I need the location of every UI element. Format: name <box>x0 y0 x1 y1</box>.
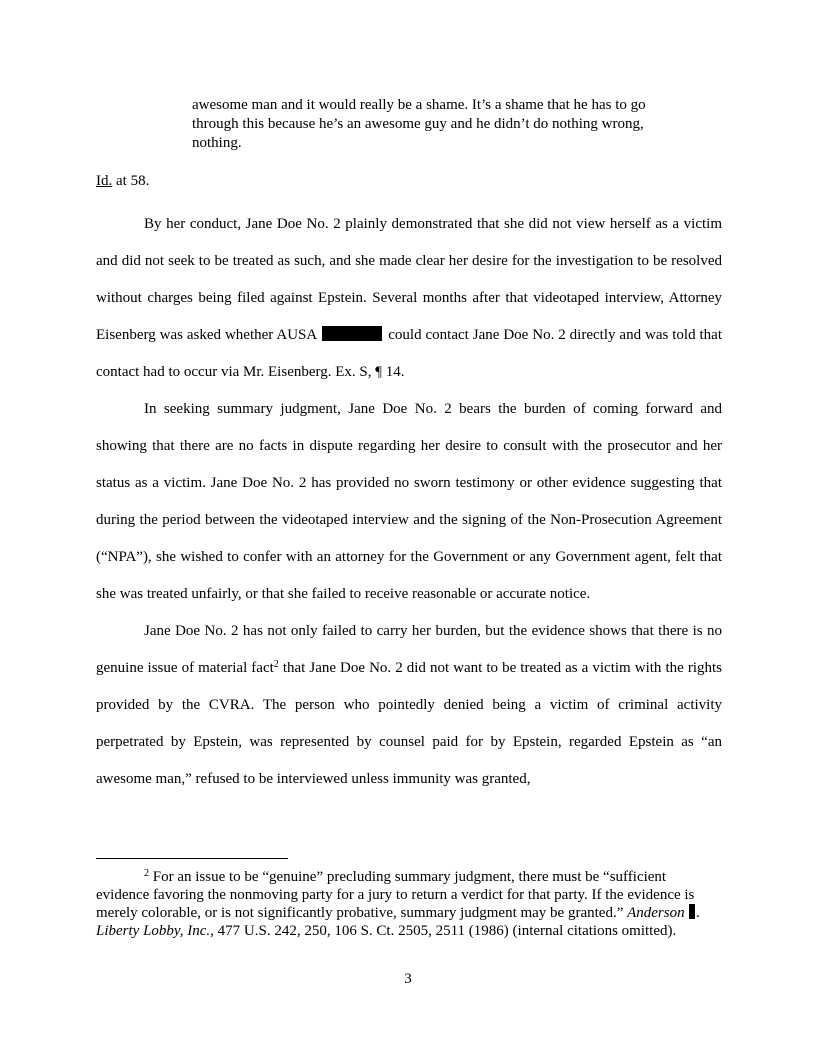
block-quote <box>192 96 672 153</box>
paragraph-1 <box>96 206 722 391</box>
paragraph-3-part-a: Jane Doe No. 2 has not only failed to carry her burden, but the evidence shows that there is no genuine issue of material fact <box>96 623 722 676</box>
footnote <box>96 868 716 940</box>
paragraph-2: In seeking summary judgment, Jane Doe No. 2 bears the burden of coming forward and showing that there are no facts in dispute regarding her desire to consult with the prosecutor and her status as a victim. Jane Doe No. 2 has provided no sworn testimony or other evidence suggesting that during the period between the videotaped interview and the signing of the Non-Prosecution Agreement (“NPA”), she wished to confer with an attorney for the Government or any Government agent, felt that she was treated unfairly, or that she failed to receive reasonable or accurate notice. <box>96 401 722 602</box>
block-quote-text: awesome man and it would really be a shame. It’s a shame that he has to go through this because he’s an awesome guy and he didn’t do nothing wrong, nothing. <box>192 97 646 151</box>
footnote-separator <box>96 858 288 859</box>
page-number: 3 <box>404 971 412 987</box>
footnote-reference: 2 <box>273 659 279 670</box>
paragraph-1-part-b: could contact Jane Doe No. 2 directly and was told that contact had to occur via Mr. Eisenberg. Ex. S, ¶ 14. <box>96 327 723 380</box>
body-text <box>96 206 722 798</box>
footnote-case-b: . Liberty Lobby, Inc. <box>96 905 701 939</box>
paragraph-1-part-a: By her conduct, Jane Doe No. 2 plainly demonstrated that she did not view herself as a victim and did not seek to be treated as such, and she made clear her desire for the investigation to be resolved without charges being filed against Epstein. Several months after that videotaped interview, Attorney Eisenberg was asked whether AUSA <box>96 216 722 343</box>
footnote-case-a: Anderson <box>627 905 685 921</box>
redaction-box <box>322 326 382 341</box>
citation-pin: at 58. <box>112 173 150 189</box>
footnote-body <box>96 868 716 940</box>
paragraph-3-part-b: that Jane Doe No. 2 did not want to be treated as a victim with the rights provided by the CVRA. The person who pointedly denied being a victim of criminal activity perpetrated by Epstein, was represented by counsel paid for by Epstein, regarded Epstein as “an awesome man,” refused to be interviewed unless immunity was granted, <box>96 660 722 787</box>
footnote-marker: 2 <box>144 868 149 879</box>
citation-id: Id. <box>96 173 113 189</box>
citation-line <box>96 172 149 191</box>
footnote-redaction <box>689 904 695 919</box>
footnote-text-a: For an issue to be “genuine” precluding summary judgment, there must be “sufficient evidence favoring the nonmoving party for a jury to return a verdict for that party. If the evidence is merely colorable, or is not significantly probative, summary judgment may be granted.” <box>96 869 695 921</box>
footnote-text-b: , 477 U.S. 242, 250, 106 S. Ct. 2505, 2511 (1986) (internal citations omitted). <box>210 923 677 939</box>
paragraph-3 <box>96 613 722 798</box>
